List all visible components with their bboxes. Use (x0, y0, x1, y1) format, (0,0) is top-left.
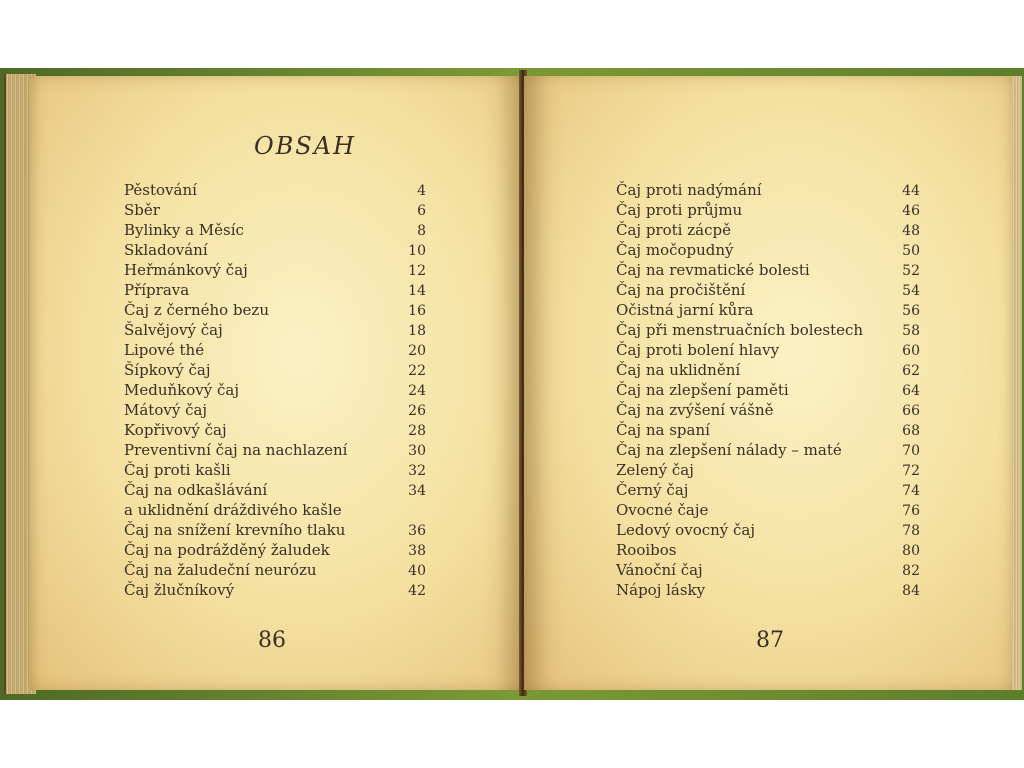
toc-entry-title: Zelený čaj (616, 461, 694, 479)
right-page (524, 76, 1016, 690)
toc-entry-page: 28 (408, 423, 426, 439)
toc-entry-title: Černý čaj (616, 481, 689, 499)
toc-entry-title: Kopřivový čaj (124, 421, 227, 439)
toc-entry-title: Čaj proti bolení hlavy (616, 341, 780, 359)
toc-entry-page: 40 (408, 563, 426, 579)
toc-entry-page: 58 (902, 323, 920, 339)
toc-entry-title: Ledový ovocný čaj (616, 521, 756, 539)
toc-entry-title: Nápoj lásky (616, 581, 706, 599)
toc-entry (616, 320, 920, 340)
toc-entry-page: 82 (902, 563, 920, 579)
toc-entry (124, 340, 426, 360)
toc-entry (124, 480, 426, 500)
toc-entry-page: 36 (408, 523, 426, 539)
toc-entry (616, 240, 920, 260)
toc-entry (124, 380, 426, 400)
toc-entry-page: 12 (408, 263, 426, 279)
toc-entry (616, 500, 920, 520)
toc-entry-page: 50 (902, 243, 920, 259)
toc-entry-page: 38 (408, 543, 426, 559)
toc-entry-page: 48 (902, 223, 920, 239)
toc-entry-title: Pěstování (124, 181, 197, 199)
toc-entry (616, 380, 920, 400)
toc-entry-title: Čaj na snížení krevního tlaku (124, 521, 346, 539)
toc-entry-title: a uklidnění dráždivého kašle (124, 501, 342, 519)
toc-entry (124, 500, 426, 520)
contents-title: OBSAH (253, 132, 356, 160)
toc-entry (124, 440, 426, 460)
toc-entry-title: Ovocné čaje (616, 501, 709, 519)
toc-entry-page: 42 (408, 583, 426, 599)
toc-entry-page: 64 (902, 383, 920, 399)
toc-entry-page: 10 (408, 243, 426, 259)
toc-entry-page: 44 (902, 183, 920, 199)
toc-entry (616, 440, 920, 460)
toc-entry-page: 60 (902, 343, 920, 359)
toc-entry (124, 580, 426, 600)
toc-entry-title: Čaj žlučníkový (124, 581, 235, 599)
toc-entry-title: Bylinky a Měsíc (124, 221, 244, 239)
toc-entry-title: Mátový čaj (124, 401, 208, 419)
book-page-edges-right (1012, 76, 1022, 690)
toc-entry (124, 360, 426, 380)
toc-entry (616, 340, 920, 360)
toc-entry-title: Šípkový čaj (124, 361, 211, 379)
toc-entry (616, 360, 920, 380)
toc-entry-title: Vánoční čaj (616, 561, 703, 579)
toc-entry (616, 220, 920, 240)
toc-entry (616, 200, 920, 220)
toc-entry (616, 420, 920, 440)
toc-entry (616, 480, 920, 500)
toc-entry-page: 84 (902, 583, 920, 599)
toc-entry-title: Čaj na pročištění (616, 281, 746, 299)
toc-entry-title: Čaj z černého bezu (124, 301, 269, 319)
toc-entry-title: Sběr (124, 201, 160, 219)
toc-entry (124, 260, 426, 280)
toc-entry-title: Heřmánkový čaj (124, 261, 248, 279)
toc-entry-page: 16 (408, 303, 426, 319)
toc-entry-page: 78 (902, 523, 920, 539)
toc-entry (124, 200, 426, 220)
toc-entry-title: Očistná jarní kůra (616, 301, 754, 319)
toc-list-right (616, 180, 920, 600)
toc-list-left (124, 180, 426, 600)
toc-entry (124, 220, 426, 240)
toc-entry (616, 300, 920, 320)
toc-entry-title: Čaj proti zácpě (616, 221, 731, 239)
toc-entry-page: 26 (408, 403, 426, 419)
toc-entry-title: Šalvějový čaj (124, 321, 223, 339)
toc-entry-title: Čaj na spaní (616, 421, 710, 439)
toc-entry-title: Čaj na podrážděný žaludek (124, 541, 330, 559)
toc-entry-title: Preventivní čaj na nachlazení (124, 441, 348, 459)
toc-entry-title: Čaj proti kašli (124, 461, 231, 479)
toc-entry-title: Čaj na zvýšení vášně (616, 401, 774, 419)
toc-entry-page: 8 (417, 223, 426, 239)
toc-entry-title: Lipové thé (124, 341, 205, 359)
toc-entry (616, 460, 920, 480)
toc-entry-title: Čaj na žaludeční neurózu (124, 561, 317, 579)
toc-entry-page: 54 (902, 283, 920, 299)
toc-entry-page: 18 (408, 323, 426, 339)
toc-entry-page: 68 (902, 423, 920, 439)
toc-entry (616, 180, 920, 200)
toc-entry-title: Čaj na zlepšení nálady – maté (616, 441, 842, 459)
toc-entry-title: Čaj na odkašlávání (124, 481, 268, 499)
toc-entry (124, 180, 426, 200)
toc-entry-page: 66 (902, 403, 920, 419)
toc-entry (616, 400, 920, 420)
left-page (30, 76, 522, 690)
toc-entry-page: 22 (408, 363, 426, 379)
toc-entry (124, 400, 426, 420)
toc-entry-page: 24 (408, 383, 426, 399)
toc-entry-page: 30 (408, 443, 426, 459)
toc-entry-title: Čaj proti průjmu (616, 201, 743, 219)
toc-entry-title: Čaj na uklidnění (616, 361, 741, 379)
toc-entry-page: 6 (417, 203, 426, 219)
toc-entry-title: Skladování (124, 241, 208, 259)
toc-entry-page: 14 (408, 283, 426, 299)
toc-entry-page: 70 (902, 443, 920, 459)
toc-entry (124, 420, 426, 440)
toc-entry-page: 20 (408, 343, 426, 359)
toc-entry-page: 76 (902, 503, 920, 519)
toc-entry-title: Rooibos (616, 541, 677, 559)
toc-entry-page: 80 (902, 543, 920, 559)
toc-entry (616, 580, 920, 600)
toc-entry-page: 74 (902, 483, 920, 499)
toc-entry-title: Čaj na revmatické bolesti (616, 261, 810, 279)
toc-entry (124, 540, 426, 560)
toc-entry-page: 56 (902, 303, 920, 319)
page-number-left: 86 (258, 628, 286, 653)
toc-entry (616, 260, 920, 280)
toc-entry-title: Meduňkový čaj (124, 381, 239, 399)
toc-entry-title: Čaj na zlepšení paměti (616, 381, 789, 399)
toc-entry-title: Příprava (124, 281, 190, 299)
toc-entry (124, 320, 426, 340)
toc-entry-page: 32 (408, 463, 426, 479)
toc-entry-page: 4 (417, 183, 426, 199)
toc-entry (124, 560, 426, 580)
toc-entry (616, 280, 920, 300)
toc-entry-page: 72 (902, 463, 920, 479)
toc-entry-page: 62 (902, 363, 920, 379)
toc-entry-page: 52 (902, 263, 920, 279)
toc-entry-title: Čaj močopudný (616, 241, 734, 259)
toc-entry (616, 520, 920, 540)
toc-entry (124, 460, 426, 480)
toc-entry (124, 280, 426, 300)
toc-entry-page: 34 (408, 483, 426, 499)
toc-entry (616, 540, 920, 560)
toc-entry (124, 240, 426, 260)
page-number-right: 87 (756, 628, 784, 653)
toc-entry-page: 46 (902, 203, 920, 219)
toc-entry-title: Čaj proti nadýmání (616, 181, 762, 199)
toc-entry (616, 560, 920, 580)
toc-entry (124, 300, 426, 320)
toc-entry-title: Čaj při menstruačních bolestech (616, 321, 864, 339)
toc-entry (124, 520, 426, 540)
